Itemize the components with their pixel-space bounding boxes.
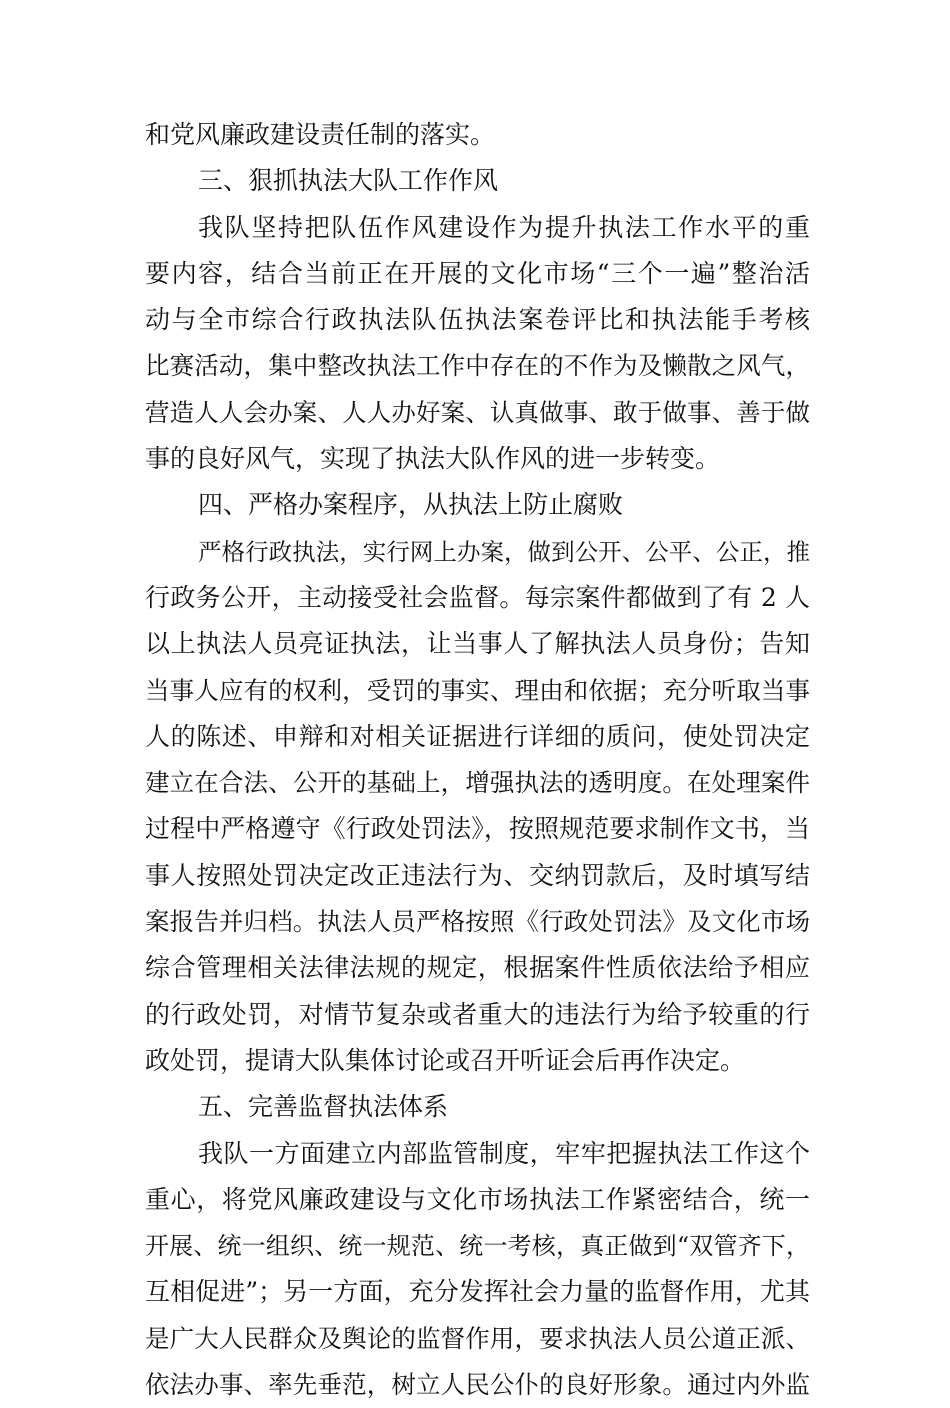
text-line: 三、狠抓执法大队工作作风 [198,166,499,196]
text-line: 五、完善监督执法体系 [198,1092,449,1122]
text-line: 事的良好风气，实现了执法大队作风的进一步转变。 [145,444,721,474]
text-line: 人的陈述、申辩和对相关证据进行详细的质问，使处罚决定 [145,721,810,751]
text-line: 是广大人民群众及舆论的监督作用，要求执法人员公道正派、 [145,1323,810,1353]
text-line: 比赛活动，集中整改执法工作中存在的不作为及懒散之风气， [145,351,810,381]
text-line: 事人按照处罚决定改正违法行为、交纳罚款后，及时填写结 [145,860,810,890]
text-line: 综合管理相关法律法规的规定，根据案件性质依法给予相应 [145,953,810,983]
text-line: 我队一方面建立内部监管制度，牢牢把握执法工作这个 [198,1138,810,1168]
text-line: 我队坚持把队伍作风建设作为提升执法工作水平的重 [198,212,810,242]
text-line: 和党风廉政建设责任制的落实。 [145,120,496,149]
text-line: 重心，将党风廉政建设与文化市场执法工作紧密结合，统一 [145,1184,810,1214]
text-line: 营造人人会办案、人人办好案、认真做事、敢于做事、善于做 [145,397,810,427]
document-body [145,112,810,1408]
text-line: 依法办事、率先垂范，树立人民公仆的良好形象。通过内外监 [145,1370,810,1400]
text-line: 四、严格办案程序，从执法上防止腐败 [198,490,624,520]
text-line: 案报告并归档。执法人员严格按照《行政处罚法》及文化市场 [145,907,810,937]
text-line: 要内容，结合当前正在开展的文化市场“三个一遍”整治活 [145,258,810,288]
text-line: 互相促进”；另一方面，充分发挥社会力量的监督作用，尤其 [145,1277,810,1307]
text-line: 开展、统一组织、统一规范、统一考核，真正做到“双管齐下， [145,1232,810,1261]
text-line: 政处罚，提请大队集体讨论或召开听证会后再作决定。 [145,1045,746,1075]
text-line: 严格行政执法，实行网上办案，做到公开、公平、公正，推 [198,537,810,566]
text-line: 建立在合法、公开的基础上，增强执法的透明度。在处理案件 [145,768,810,798]
text-line: 当事人应有的权利，受罚的事实、理由和依据；充分听取当事 [145,675,810,705]
text-line: 行政务公开，主动接受社会监督。每宗案件都做到了有 2 人 [145,582,810,612]
text-line: 过程中严格遵守《行政处罚法》，按照规范要求制作文书，当 [145,814,810,844]
text-line: 的行政处罚，对情节复杂或者重大的违法行为给予较重的行 [145,999,810,1029]
text-line: 以上执法人员亮证执法，让当事人了解执法人员身份；告知 [145,629,810,659]
text-line: 动与全市综合行政执法队伍执法案卷评比和执法能手考核 [145,305,810,335]
